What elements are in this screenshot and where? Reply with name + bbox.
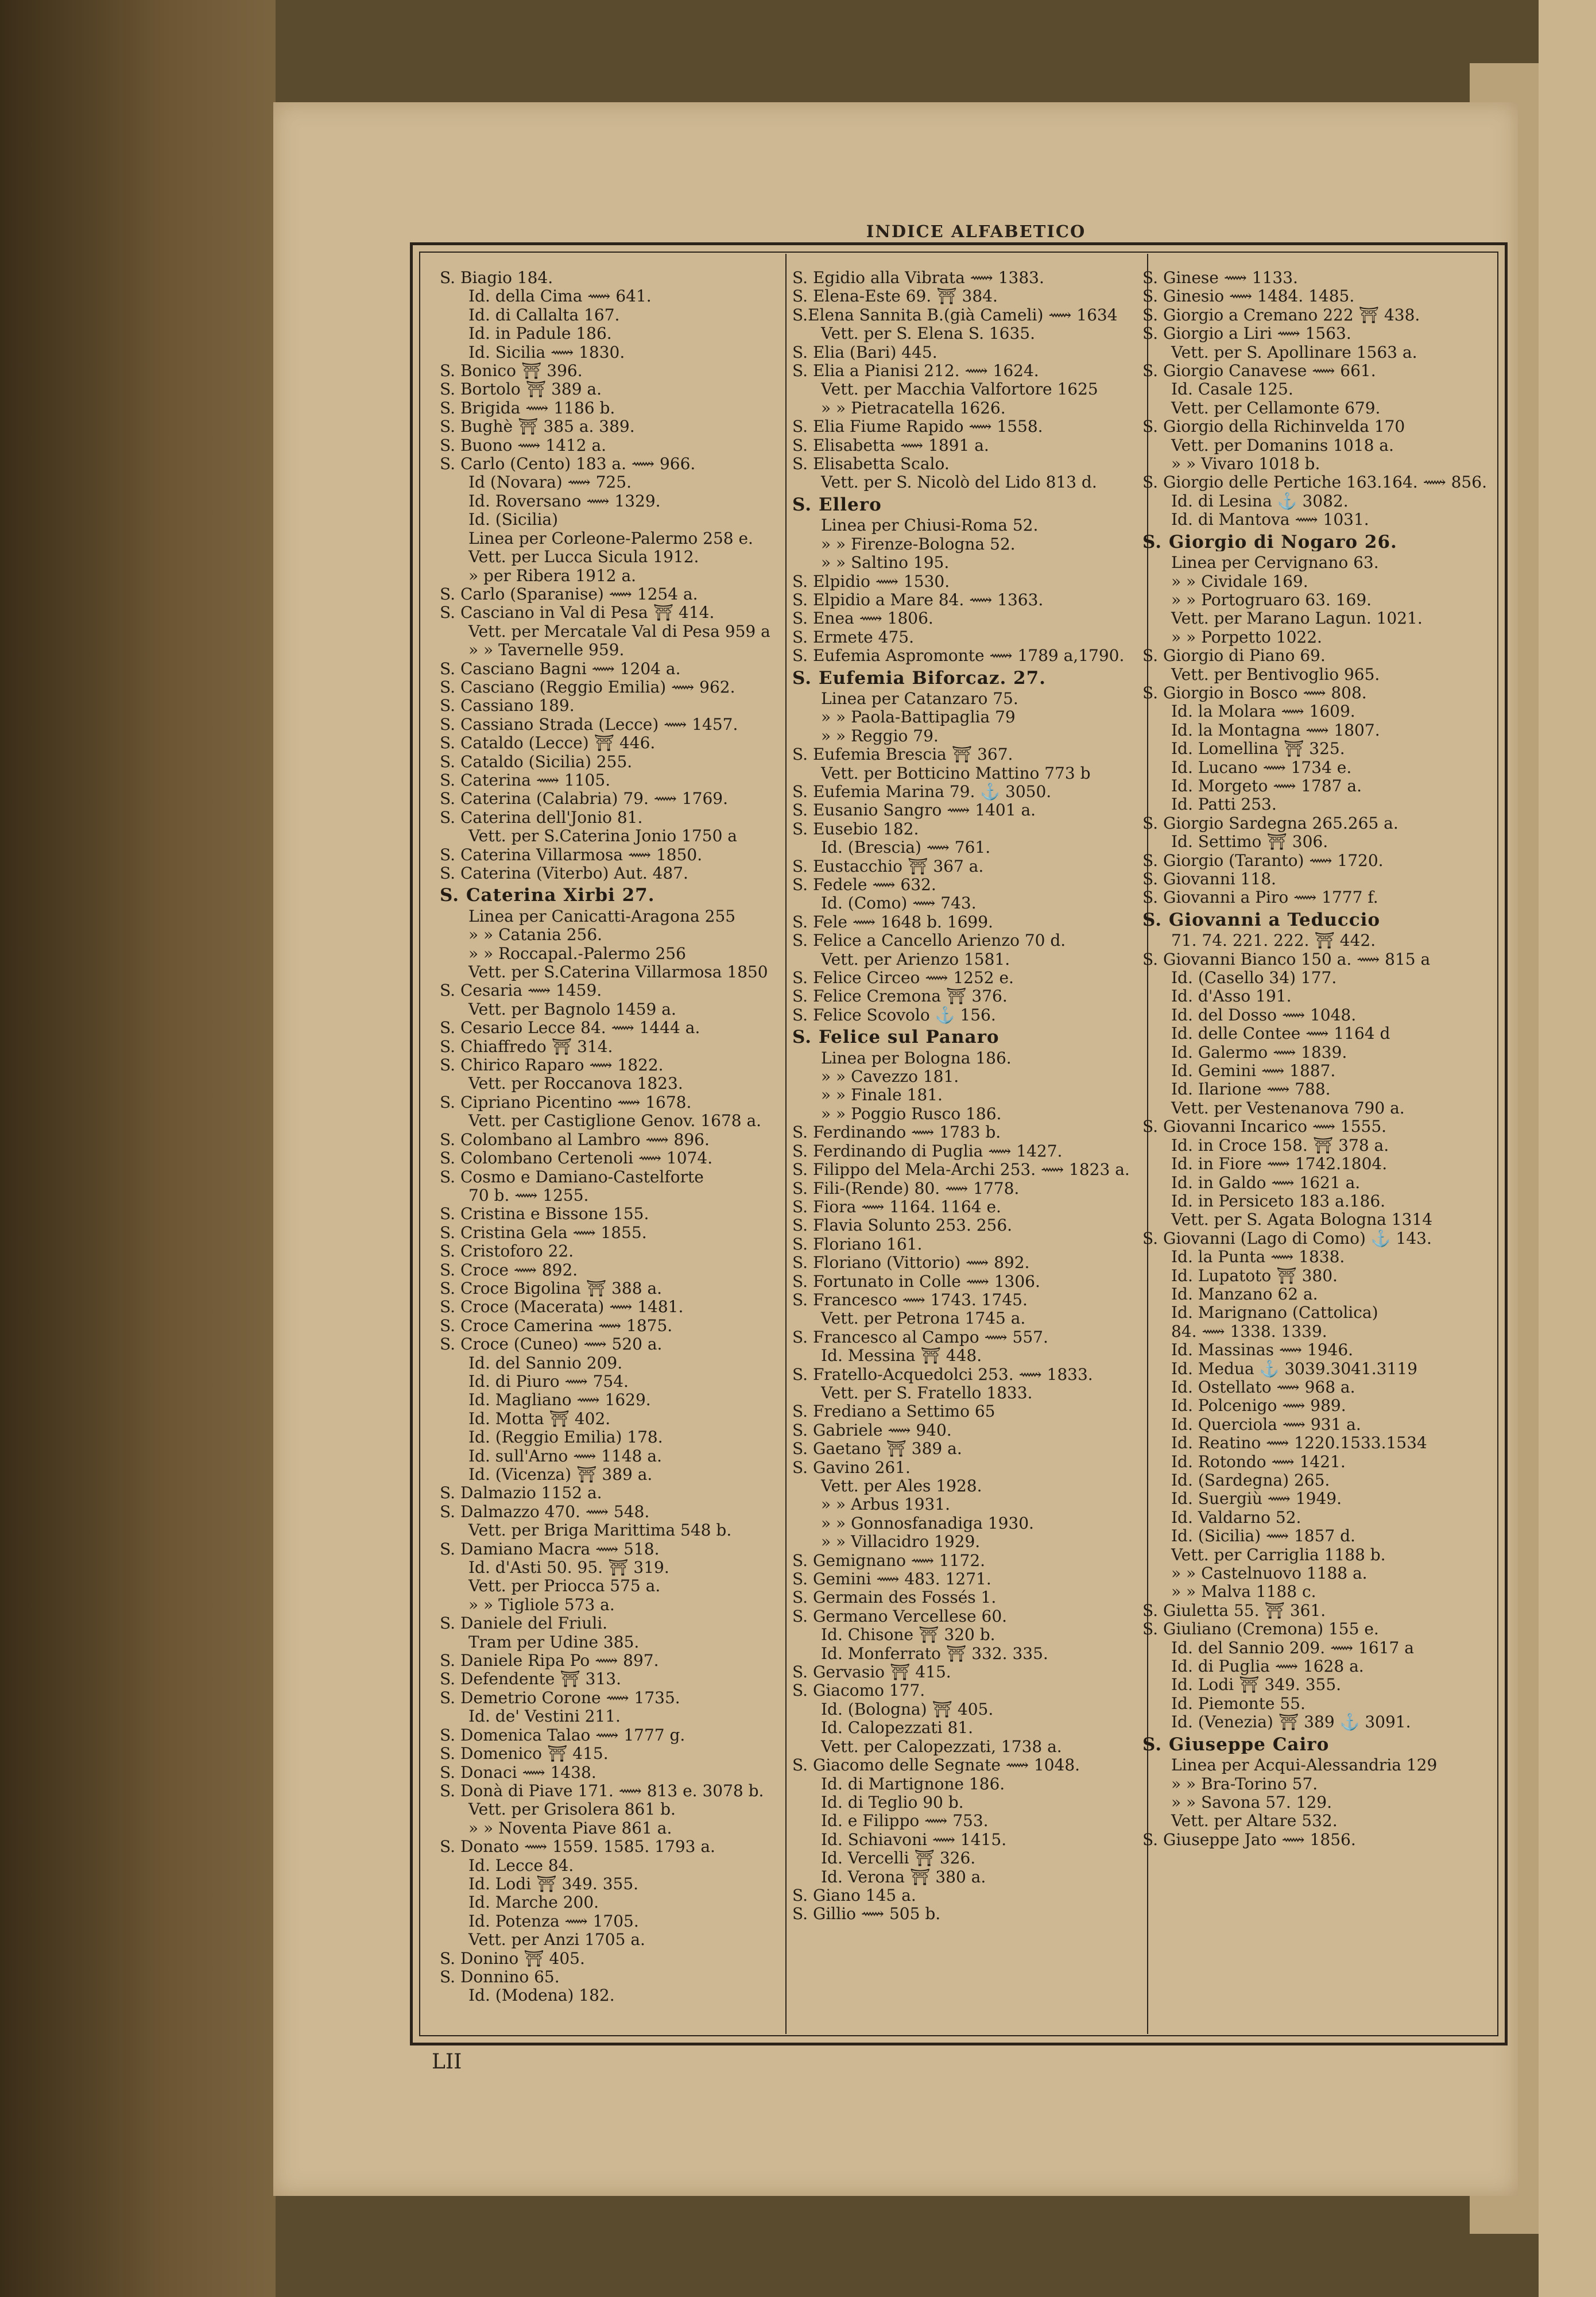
index-entry: S. Elisabetta ⟿ 1891 a. xyxy=(792,436,989,455)
index-entry: Id. (Casello 34) 177. xyxy=(1171,969,1337,988)
index-entry: Id. Querciola ⟿ 931 a. xyxy=(1171,1415,1361,1434)
index-entry: S. Croce Bigolina ⛩ 388 a. xyxy=(440,1279,663,1298)
index-entry: Vett. per Marano Lagun. 1021. xyxy=(1171,609,1423,628)
index-entry: Id. Monferrato ⛩ 332. 335. xyxy=(821,1644,1048,1663)
index-entry: S. Defendente ⛩ 313. xyxy=(440,1670,622,1689)
index-entry: Id. (Venezia) ⛩ 389 ⚓ 3091. xyxy=(1171,1713,1411,1732)
index-entry: Id. in Croce 158. ⛩ 378 a. xyxy=(1171,1136,1389,1155)
index-entry: S. Donnino 65. xyxy=(440,1967,560,1986)
index-entry: S. Giorgio a Liri ⟿ 1563. xyxy=(1142,324,1351,343)
index-entry: S. Eustacchio ⛩ 367 a. xyxy=(792,857,984,876)
index-entry: S. Gavino 261. xyxy=(792,1458,911,1477)
index-entry: Id. (Sicilia) xyxy=(468,511,559,529)
index-entry: S. Felice Scovolo ⚓ 156. xyxy=(792,1006,996,1024)
index-entry: » » Tigliole 573 a. xyxy=(468,1595,615,1614)
index-entry: S. Casciano (Reggio Emilia) ⟿ 962. xyxy=(440,678,735,697)
index-entry: S. Caterina Villarmosa ⟿ 1850. xyxy=(440,845,703,864)
index-entry: Id. di Martignone 186. xyxy=(821,1774,1005,1793)
index-entry: S. Giovanni (Lago di Como) ⚓ 143. xyxy=(1142,1229,1432,1248)
index-entry: S. Francesco ⟿ 1743. 1745. xyxy=(792,1290,1028,1309)
index-entry: Vett. per S. Agata Bologna 1314 xyxy=(1171,1211,1433,1229)
index-entry: Id. Calopezzati 81. xyxy=(821,1719,974,1738)
index-entry: S. Donino ⛩ 405. xyxy=(440,1949,585,1968)
index-entry: Id. Ilarione ⟿ 788. xyxy=(1171,1080,1331,1099)
index-entry: Id. Marche 200. xyxy=(468,1893,599,1912)
index-entry: Id. Gemini ⟿ 1887. xyxy=(1171,1062,1336,1081)
index-entry: Vett. per Roccanova 1823. xyxy=(468,1074,683,1093)
index-entry: S. Giorgio (Taranto) ⟿ 1720. xyxy=(1142,851,1384,870)
index-entry: S. Cesaria ⟿ 1459. xyxy=(440,981,602,1000)
index-entry: S. Colombano Certenoli ⟿ 1074. xyxy=(440,1149,713,1168)
index-entry: Id. di Teglio 90 b. xyxy=(821,1793,964,1812)
index-entry: Vett. per S. Elena S. 1635. xyxy=(821,324,1036,343)
index-entry: Vett. per S. Fratello 1833. xyxy=(821,1383,1033,1402)
index-entry: S. Ginese ⟿ 1133. xyxy=(1142,269,1298,287)
index-entry: Id. della Cima ⟿ 641. xyxy=(468,287,652,306)
index-entry: S. Cataldo (Lecce) ⛩ 446. xyxy=(440,734,656,753)
index-entry: S. Dalmazio 1152 a. xyxy=(440,1484,602,1503)
index-entry: S. Giovanni 118. xyxy=(1142,870,1276,888)
page-header: INDICE ALFABETICO xyxy=(866,222,1086,241)
index-entry: Id. (Modena) 182. xyxy=(468,1986,615,2005)
index-entry: S. Fedele ⟿ 632. xyxy=(792,876,936,894)
index-entry: S. Ferdinando ⟿ 1783 b. xyxy=(792,1123,1001,1142)
index-entry: » » Porpetto 1022. xyxy=(1171,628,1322,647)
index-entry: Id. la Punta ⟿ 1838. xyxy=(1171,1248,1345,1267)
index-entry: Linea per Corleone-Palermo 258 e. xyxy=(468,529,753,548)
index-entry: S. Giorgio in Bosco ⟿ 808. xyxy=(1142,683,1367,702)
index-entry: Id. in Persiceto 183 a.186. xyxy=(1171,1192,1386,1211)
index-entry: S. Giuliano (Cremona) 155 e. xyxy=(1142,1620,1379,1639)
index-entry: Id. Verona ⛩ 380 a. xyxy=(821,1867,986,1886)
index-entry: Id. Valdarno 52. xyxy=(1171,1508,1301,1527)
index-entry: S. Germano Vercellese 60. xyxy=(792,1607,1008,1626)
index-column-1 xyxy=(440,269,784,2032)
index-entry: S. Fratello-Acquedolci 253. ⟿ 1833. xyxy=(792,1365,1093,1384)
index-entry: S. Bonico ⛩ 396. xyxy=(440,362,583,381)
index-entry: Id. Morgeto ⟿ 1787 a. xyxy=(1171,776,1362,795)
index-entry: » » Vivaro 1018 b. xyxy=(1171,455,1320,474)
index-entry: » » Portogruaro 63. 169. xyxy=(1171,590,1372,609)
index-entry: Linea per Bologna 186. xyxy=(821,1049,1012,1068)
index-entry: S. Elisabetta Scalo. xyxy=(792,455,950,474)
index-entry: Id. Manzano 62 a. xyxy=(1171,1285,1318,1304)
index-entry: S. Elia Fiume Rapido ⟿ 1558. xyxy=(792,417,1043,436)
index-entry: Id. Rotondo ⟿ 1421. xyxy=(1171,1452,1346,1471)
index-entry: Vett. per S.Caterina Villarmosa 1850 xyxy=(468,963,768,982)
index-heading: S. Giorgio di Nogaro 26. xyxy=(1142,532,1397,552)
index-entry: S. Buono ⟿ 1412 a. xyxy=(440,436,607,455)
index-entry: Id. Lucano ⟿ 1734 e. xyxy=(1171,758,1352,777)
index-entry: Id. Potenza ⟿ 1705. xyxy=(468,1912,639,1931)
index-entry: Id. Vercelli ⛩ 326. xyxy=(821,1849,976,1868)
index-entry: S. Caterina dell'Jonio 81. xyxy=(440,808,643,827)
index-entry: » » Gonnosfanadiga 1930. xyxy=(821,1514,1034,1533)
index-entry: S. Frediano a Settimo 65 xyxy=(792,1402,995,1421)
index-entry: S. Felice Circeo ⟿ 1252 e. xyxy=(792,969,1014,988)
index-entry: S. Cesario Lecce 84. ⟿ 1444 a. xyxy=(440,1019,700,1038)
index-entry: S. Dalmazzo 470. ⟿ 548. xyxy=(440,1502,650,1521)
index-entry: S. Cosmo e Damiano-Castelforte xyxy=(440,1167,704,1186)
index-column-2 xyxy=(792,269,1142,2032)
index-entry: Id. Polcenigo ⟿ 989. xyxy=(1171,1397,1346,1416)
index-entry: 71. 74. 221. 222. ⛩ 442. xyxy=(1171,931,1376,950)
index-entry: Id. in Galdo ⟿ 1621 a. xyxy=(1171,1173,1361,1192)
index-entry: S. Gemignano ⟿ 1172. xyxy=(792,1551,986,1570)
index-entry: Id. Casale 125. xyxy=(1171,380,1293,399)
index-entry: S. Casciano Bagni ⟿ 1204 a. xyxy=(440,659,681,678)
index-entry: S. Floriano 161. xyxy=(792,1235,923,1254)
index-entry: Vett. per S. Nicolò del Lido 813 d. xyxy=(821,473,1097,492)
index-entry: S. Fele ⟿ 1648 b. 1699. xyxy=(792,912,993,931)
index-entry: Id. Roversano ⟿ 1329. xyxy=(468,492,661,511)
index-entry: Id. Marignano (Cattolica) xyxy=(1171,1304,1378,1322)
index-entry: S. Biagio 184. xyxy=(440,269,553,287)
index-entry: S. Brigida ⟿ 1186 b. xyxy=(440,399,615,417)
index-entry: Vett. per Vestenanova 790 a. xyxy=(1171,1099,1405,1117)
index-entry: Vett. per Carriglia 1188 b. xyxy=(1171,1545,1386,1564)
index-entry: Id. Motta ⛩ 402. xyxy=(468,1409,611,1428)
index-entry: 70 b. ⟿ 1255. xyxy=(468,1186,589,1205)
index-entry: S. Elia (Bari) 445. xyxy=(792,343,938,362)
index-entry: 84. ⟿ 1338. 1339. xyxy=(1171,1322,1327,1341)
index-entry: S. Giorgio Canavese ⟿ 661. xyxy=(1142,362,1376,381)
index-entry: S. Cassiano 189. xyxy=(440,697,575,716)
index-entry: » » Roccapal.-Palermo 256 xyxy=(468,944,686,963)
index-column-3 xyxy=(1142,269,1493,2032)
index-entry: S. Giorgio della Richinvelda 170 xyxy=(1142,417,1405,436)
index-entry: Vett. per Mercatale Val di Pesa 959 a xyxy=(468,622,770,641)
index-entry: Id. Settimo ⛩ 306. xyxy=(1171,833,1328,852)
index-entry: S. Giacomo delle Segnate ⟿ 1048. xyxy=(792,1756,1080,1775)
index-entry: » » Cavezzo 181. xyxy=(821,1068,959,1086)
index-entry: » » Reggio 79. xyxy=(821,726,939,745)
index-entry: S. Daniele del Friuli. xyxy=(440,1614,608,1633)
index-entry: Id. (Reggio Emilia) 178. xyxy=(468,1428,663,1447)
index-entry: Id. Reatino ⟿ 1220.1533.1534 xyxy=(1171,1434,1427,1453)
index-entry: S. Chiaffredo ⛩ 314. xyxy=(440,1037,613,1056)
index-entry: Id. (Vicenza) ⛩ 389 a. xyxy=(468,1465,653,1484)
index-entry: Id. la Molara ⟿ 1609. xyxy=(1171,702,1355,721)
index-entry: S. Carlo (Sparanise) ⟿ 1254 a. xyxy=(440,585,698,604)
index-entry: S. Fili-(Rende) 80. ⟿ 1778. xyxy=(792,1179,1020,1198)
index-entry: Linea per Canicatti-Aragona 255 xyxy=(468,907,736,926)
index-entry: S. Donaci ⟿ 1438. xyxy=(440,1763,596,1782)
index-heading: S. Felice sul Panaro xyxy=(792,1028,1000,1047)
index-entry: S. Cipriano Picentino ⟿ 1678. xyxy=(440,1093,692,1112)
index-entry: Linea per Acqui-Alessandria 129 xyxy=(1171,1756,1438,1775)
index-entry: Vett. per Botticino Mattino 773 b xyxy=(821,764,1091,783)
index-entry: S. Daniele Ripa Po ⟿ 897. xyxy=(440,1652,659,1670)
index-entry: S. Caterina (Calabria) 79. ⟿ 1769. xyxy=(440,790,728,809)
index-entry: » per Ribera 1912 a. xyxy=(468,566,637,585)
index-entry: S. Felice Cremona ⛩ 376. xyxy=(792,987,1008,1006)
index-entry: S. Gemini ⟿ 483. 1271. xyxy=(792,1570,991,1589)
index-entry: S. Elpidio ⟿ 1530. xyxy=(792,572,950,591)
index-entry: Vett. per S. Apollinare 1563 a. xyxy=(1171,343,1417,362)
index-entry: S. Giorgio di Piano 69. xyxy=(1142,647,1326,666)
index-entry: S. Fiora ⟿ 1164. 1164 e. xyxy=(792,1197,1001,1216)
index-entry: » » Saltino 195. xyxy=(821,554,950,573)
index-entry: S. Gabriele ⟿ 940. xyxy=(792,1421,952,1440)
index-entry: Id. Messina ⛩ 448. xyxy=(821,1347,982,1366)
index-entry: » » Malva 1188 c. xyxy=(1171,1583,1316,1602)
index-entry: S. Giacomo 177. xyxy=(792,1681,925,1700)
index-entry: Id. (Como) ⟿ 743. xyxy=(821,894,977,913)
index-entry: Id. di Callalta 167. xyxy=(468,306,620,324)
index-entry: Id. Patti 253. xyxy=(1171,795,1277,814)
background-left-edge xyxy=(0,0,276,2297)
index-entry: Id. de' Vestini 211. xyxy=(468,1707,621,1726)
index-entry: Vett. per S.Caterina Jonio 1750 a xyxy=(468,827,737,846)
index-entry: S. Elena-Este 69. ⛩ 384. xyxy=(792,287,998,306)
index-entry: Id (Novara) ⟿ 725. xyxy=(468,473,632,492)
index-entry: Id. in Fiore ⟿ 1742.1804. xyxy=(1171,1155,1388,1174)
index-entry: Id. Massinas ⟿ 1946. xyxy=(1171,1341,1354,1360)
index-entry: S. Gaetano ⛩ 389 a. xyxy=(792,1440,962,1459)
index-entry: S. Damiano Macra ⟿ 518. xyxy=(440,1540,660,1559)
index-entry: S. Germain des Fossés 1. xyxy=(792,1588,997,1607)
index-entry: Vett. per Briga Marittima 548 b. xyxy=(468,1521,732,1540)
index-entry: » » Catania 256. xyxy=(468,926,603,945)
index-heading: S. Eufemia Biforcaz. 27. xyxy=(792,668,1046,687)
index-entry: Id. Lodi ⛩ 349. 355. xyxy=(468,1874,639,1893)
index-entry: Id. (Sardegna) 265. xyxy=(1171,1471,1330,1490)
index-entry: S. Giorgio delle Pertiche 163.164. ⟿ 856. xyxy=(1142,473,1487,492)
index-entry: S. Caterina ⟿ 1105. xyxy=(440,771,611,790)
index-entry: Id. Galermo ⟿ 1839. xyxy=(1171,1043,1347,1062)
index-entry: S. Cristina Gela ⟿ 1855. xyxy=(440,1223,647,1242)
index-entry: Id. Lecce 84. xyxy=(468,1856,574,1875)
index-entry: Vett. per Domanins 1018 a. xyxy=(1171,436,1394,455)
index-entry: S. Giovanni Incarico ⟿ 1555. xyxy=(1142,1117,1387,1136)
index-entry: » » Finale 181. xyxy=(821,1086,943,1105)
index-entry: Id. Magliano ⟿ 1629. xyxy=(468,1391,651,1410)
index-entry: S. Gervasio ⛩ 415. xyxy=(792,1663,951,1682)
index-entry: » » Pietracatella 1626. xyxy=(821,399,1006,417)
index-entry: » » Firenze-Bologna 52. xyxy=(821,535,1016,554)
index-entry: Vett. per Altare 532. xyxy=(1171,1812,1338,1831)
index-entry: S. Cristina e Bissone 155. xyxy=(440,1205,649,1224)
index-entry: S. Croce (Cuneo) ⟿ 520 a. xyxy=(440,1335,663,1354)
index-entry: S. Giorgio a Cremano 222 ⛩ 438. xyxy=(1142,306,1420,324)
index-entry: S. Casciano in Val di Pesa ⛩ 414. xyxy=(440,604,715,622)
index-entry: Tram per Udine 385. xyxy=(468,1633,640,1652)
index-entry: » » Paola-Battipaglia 79 xyxy=(821,708,1016,727)
index-entry: S. Cataldo (Sicilia) 255. xyxy=(440,752,633,771)
index-entry: S. Caterina (Viterbo) Aut. 487. xyxy=(440,864,688,883)
index-entry: S. Donà di Piave 171. ⟿ 813 e. 3078 b. xyxy=(440,1781,764,1800)
page-number: LII xyxy=(432,2050,462,2074)
index-entry: S. Domenico ⛩ 415. xyxy=(440,1745,609,1764)
index-entry: S. Flavia Solunto 253. 256. xyxy=(792,1216,1013,1235)
index-entry: S. Ferdinando di Puglia ⟿ 1427. xyxy=(792,1142,1063,1161)
index-entry: S. Gillio ⟿ 505 b. xyxy=(792,1905,941,1924)
index-entry: Vett. per Castiglione Genov. 1678 a. xyxy=(468,1112,762,1131)
index-entry: S. Croce Camerina ⟿ 1875. xyxy=(440,1316,673,1335)
index-entry: S. Giano 145 a. xyxy=(792,1886,916,1905)
index-entry: Vett. per Cellamonte 679. xyxy=(1171,399,1381,417)
index-entry: S. Ermete 475. xyxy=(792,628,914,647)
index-entry: S. Donato ⟿ 1559. 1585. 1793 a. xyxy=(440,1838,715,1857)
index-entry: S. Enea ⟿ 1806. xyxy=(792,609,933,628)
index-entry: S. Elpidio a Mare 84. ⟿ 1363. xyxy=(792,590,1044,609)
index-entry: Id. Ostellato ⟿ 968 a. xyxy=(1171,1378,1355,1397)
index-heading: S. Giuseppe Cairo xyxy=(1142,1735,1330,1754)
index-entry: S. Bughè ⛩ 385 a. 389. xyxy=(440,417,635,436)
index-entry: S. Eufemia Brescia ⛩ 367. xyxy=(792,745,1013,764)
index-entry: S. Croce ⟿ 892. xyxy=(440,1260,578,1279)
index-entry: » » Castelnuovo 1188 a. xyxy=(1171,1564,1368,1583)
index-entry: Id. Sicilia ⟿ 1830. xyxy=(468,343,625,362)
index-entry: Id. di Lesina ⚓ 3082. xyxy=(1171,492,1349,511)
index-entry: Id. delle Contee ⟿ 1164 d xyxy=(1171,1024,1390,1043)
index-entry: S. Giuseppe Jato ⟿ 1856. xyxy=(1142,1830,1356,1849)
index-entry: S. Ginesio ⟿ 1484. 1485. xyxy=(1142,287,1355,306)
index-entry: » » Noventa Piave 861 a. xyxy=(468,1819,672,1838)
index-heading: S. Giovanni a Teduccio xyxy=(1142,910,1381,930)
index-entry: S. Fortunato in Colle ⟿ 1306. xyxy=(792,1272,1040,1291)
index-entry: S. Eusebio 182. xyxy=(792,819,919,838)
index-entry: » » Cividale 169. xyxy=(1171,572,1308,591)
index-entry: S. Croce (Macerata) ⟿ 1481. xyxy=(440,1298,684,1317)
index-entry: Vett. per Calopezzati, 1738 a. xyxy=(821,1737,1062,1756)
index-entry: Vett. per Macchia Valfortore 1625 xyxy=(821,380,1098,399)
index-entry: S. Demetrio Corone ⟿ 1735. xyxy=(440,1688,680,1707)
index-entry: S. Eusanio Sangro ⟿ 1401 a. xyxy=(792,801,1036,820)
index-entry: Id. sull'Arno ⟿ 1148 a. xyxy=(468,1447,662,1465)
index-entry: S. Colombano al Lambro ⟿ 896. xyxy=(440,1130,710,1149)
background-right-edge xyxy=(1539,0,1596,2297)
index-entry: Id. Lomellina ⛩ 325. xyxy=(1171,740,1345,759)
index-entry: Id. (Sicilia) ⟿ 1857 d. xyxy=(1171,1527,1355,1546)
index-entry: Id. in Padule 186. xyxy=(468,324,612,343)
index-entry: Vett. per Anzi 1705 a. xyxy=(468,1931,645,1950)
index-entry: S. Chirico Raparo ⟿ 1822. xyxy=(440,1056,664,1075)
index-entry: Linea per Catanzaro 75. xyxy=(821,689,1018,708)
index-entry: S. Floriano (Vittorio) ⟿ 892. xyxy=(792,1254,1030,1273)
index-entry: S. Elia a Pianisi 212. ⟿ 1624. xyxy=(792,362,1039,381)
index-entry: » » Bra-Torino 57. xyxy=(1171,1774,1318,1793)
index-heading: S. Caterina Xirbi 27. xyxy=(440,886,655,905)
index-entry: Vett. per Priocca 575 a. xyxy=(468,1577,661,1596)
index-entry: Id. del Dosso ⟿ 1048. xyxy=(1171,1006,1357,1024)
index-entry: Linea per Chiusi-Roma 52. xyxy=(821,516,1039,535)
index-entry: S.Elena Sannita B.(già Cameli) ⟿ 1634 xyxy=(792,306,1118,324)
index-entry: Id. di Mantova ⟿ 1031. xyxy=(1171,511,1369,529)
index-entry: Vett. per Ales 1928. xyxy=(821,1477,982,1495)
index-entry: Id. Piemonte 55. xyxy=(1171,1694,1306,1713)
index-entry: Id. (Bologna) ⛩ 405. xyxy=(821,1700,994,1719)
index-entry: S. Felice a Cancello Arienzo 70 d. xyxy=(792,931,1066,950)
index-entry: Id. del Sannio 209. ⟿ 1617 a xyxy=(1171,1638,1414,1657)
index-entry: Id. del Sannio 209. xyxy=(468,1354,623,1372)
index-entry: » » Savona 57. 129. xyxy=(1171,1793,1332,1812)
index-entry: S. Eufemia Marina 79. ⚓ 3050. xyxy=(792,782,1052,801)
index-entry: Vett. per Petrona 1745 a. xyxy=(821,1309,1026,1328)
index-entry: Id. (Brescia) ⟿ 761. xyxy=(821,838,991,857)
index-entry: Id. d'Asso 191. xyxy=(1171,987,1292,1006)
index-entry: Linea per Cervignano 63. xyxy=(1171,554,1379,573)
index-entry: Id. di Puglia ⟿ 1628 a. xyxy=(1171,1657,1364,1676)
index-entry: » » Poggio Rusco 186. xyxy=(821,1104,1002,1123)
index-entry: S. Bortolo ⛩ 389 a. xyxy=(440,380,602,399)
index-entry: Vett. per Lucca Sicula 1912. xyxy=(468,548,699,567)
index-entry: S. Cristoforo 22. xyxy=(440,1242,574,1261)
index-entry: Id. Suergiù ⟿ 1949. xyxy=(1171,1490,1342,1509)
index-entry: Vett. per Arienzo 1581. xyxy=(821,950,1010,969)
index-entry: S. Francesco al Campo ⟿ 557. xyxy=(792,1328,1048,1347)
column-rule-1 xyxy=(785,254,787,2034)
index-heading: S. Ellero xyxy=(792,495,882,515)
index-entry: S. Domenica Talao ⟿ 1777 g. xyxy=(440,1726,685,1745)
index-entry: » » Arbus 1931. xyxy=(821,1495,951,1514)
index-entry: Id. Schiavoni ⟿ 1415. xyxy=(821,1830,1007,1849)
index-entry: Id. d'Asti 50. 95. ⛩ 319. xyxy=(468,1559,669,1577)
index-entry: Id. di Piuro ⟿ 754. xyxy=(468,1372,629,1391)
index-entry: Id. Medua ⚓ 3039.3041.3119 xyxy=(1171,1359,1417,1378)
index-entry: S. Cassiano Strada (Lecce) ⟿ 1457. xyxy=(440,715,738,734)
index-entry: » » Villacidro 1929. xyxy=(821,1533,981,1552)
index-entry: Id. Chisone ⛩ 320 b. xyxy=(821,1626,995,1645)
index-entry: Id. la Montagna ⟿ 1807. xyxy=(1171,721,1380,740)
index-entry: S. Giorgio Sardegna 265.265 a. xyxy=(1142,814,1399,833)
index-entry: S. Eufemia Aspromonte ⟿ 1789 a,1790. xyxy=(792,647,1125,666)
index-entry: S. Giovanni Bianco 150 a. ⟿ 815 a xyxy=(1142,950,1431,969)
index-entry: Vett. per Bentivoglio 965. xyxy=(1171,665,1380,684)
index-entry: S. Carlo (Cento) 183 a. ⟿ 966. xyxy=(440,455,696,474)
index-entry: Id. e Filippo ⟿ 753. xyxy=(821,1812,989,1831)
index-entry: Id. Lupatoto ⛩ 380. xyxy=(1171,1266,1338,1285)
index-entry: Vett. per Bagnolo 1459 a. xyxy=(468,1000,676,1019)
index-entry: » » Tavernelle 959. xyxy=(468,641,625,660)
index-entry: S. Egidio alla Vibrata ⟿ 1383. xyxy=(792,269,1044,287)
index-entry: Id. Lodi ⛩ 349. 355. xyxy=(1171,1676,1342,1695)
index-entry: S. Giovanni a Piro ⟿ 1777 f. xyxy=(1142,888,1378,907)
index-entry: Vett. per Grisolera 861 b. xyxy=(468,1800,676,1819)
index-entry: S. Giuletta 55. ⛩ 361. xyxy=(1142,1601,1326,1620)
index-entry: S. Filippo del Mela-Archi 253. ⟿ 1823 a. xyxy=(792,1161,1130,1180)
